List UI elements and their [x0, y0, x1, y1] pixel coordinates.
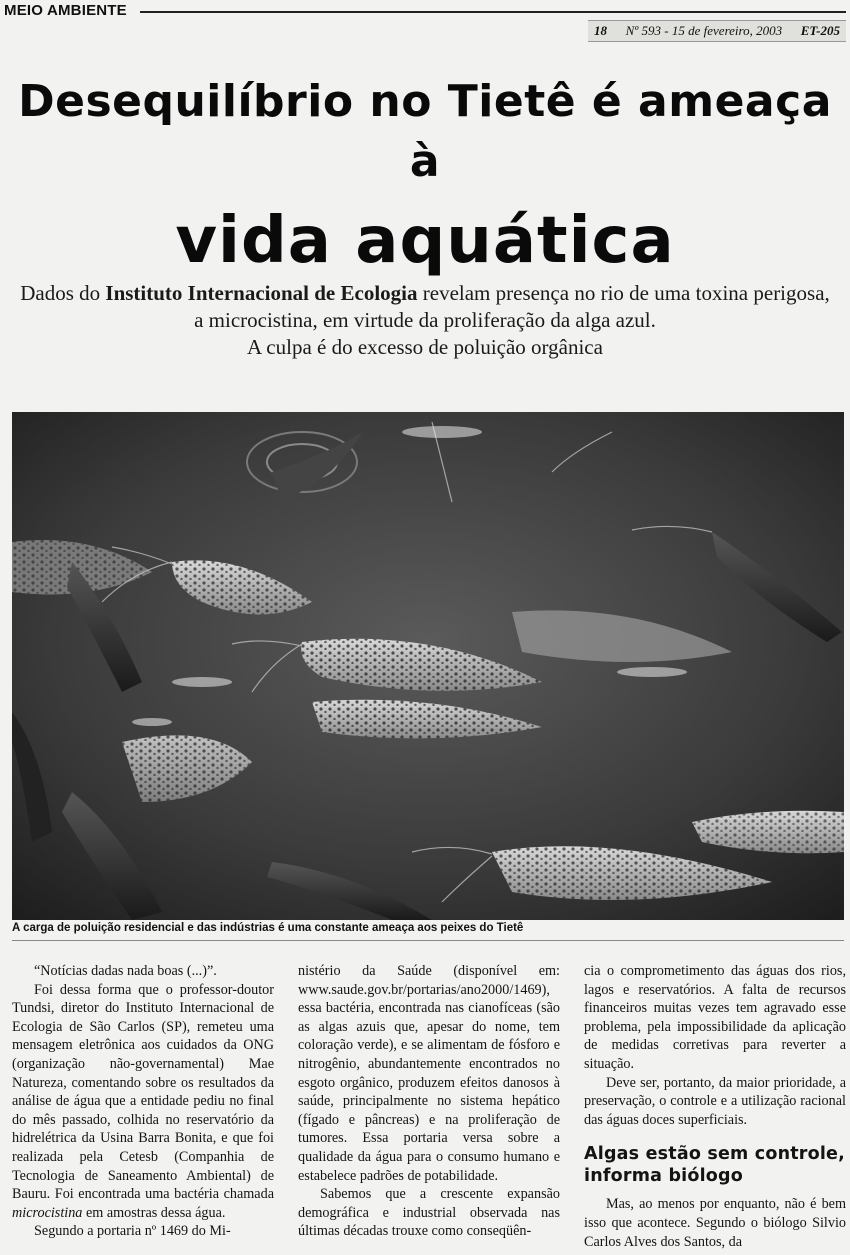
section-rule [140, 11, 846, 13]
column-2 [298, 962, 560, 1241]
edition-code: ET-205 [800, 23, 840, 38]
column-3 [584, 962, 846, 1251]
catfish-photo [12, 412, 844, 920]
col3-paragraph-2: Deve ser, portanto, da maior prioridade, a preservação, o controle e a utilização racional das águas doces superficiais. [584, 1074, 846, 1128]
issue-date: Nº 593 - 15 de fevereiro, 2003 [625, 23, 783, 38]
subheading: Algas estão sem controle, informa biólogo [584, 1144, 845, 1187]
col1-paragraph-3: Segundo a portaria nº 1469 do Mi- [34, 1223, 231, 1240]
caption-rule [12, 940, 844, 941]
col3-paragraph-1: cia o comprometimento das águas dos rios, lagos e reservatórios. A falta de recursos financeiros muitas vezes tem agravado esse problema, pela impossibilidade da aplicação de medidas corretivas para reverter a situação. [584, 963, 846, 1072]
col1-paragraph-2 [12, 981, 274, 1223]
photo-caption: A carga de poluição residencial e das indústrias é uma constante ameaça aos peixes do Tietê [12, 922, 524, 934]
deck-line-3: A culpa é do excesso de poluição orgânica [247, 335, 603, 359]
issue-bar [588, 20, 846, 42]
page-number: 18 [594, 23, 607, 38]
headline-line-1: Desequilíbrio no Tietê é ameaça à [18, 76, 832, 187]
col2-paragraph-1: nistério da Saúde (disponível em: www.saude.gov.br/portarias/ano2000/1469), essa bactéria, encontrada nas cianofíceas (são as algas azuis que, apesar do nome, tem coloração verde), e se alimentam de fósforo e nitrogênio, abundantemente encontrados no esgoto orgânico, produzem efeitos danosos à saúde, principalmente no sistema hepático (fígado e pâncreas) e na proliferação de tumores. Essa portaria versa sobre a qualidade da água para o consumo humano e estabelece padrões de potabilidade. [298, 963, 560, 1184]
col1-paragraph-1: “Notícias dadas nada boas (...)”. [34, 963, 217, 979]
deck [20, 280, 830, 361]
headline [0, 72, 850, 284]
column-1 [12, 962, 274, 1241]
deck-org: Instituto Internacional de Ecologia [105, 281, 418, 305]
deck-post: revelam presença no rio de uma toxina perigosa, a microcistina, em virtude da proliferação da alga azul. [194, 281, 830, 332]
col1-paragraph-2-emphasis: microcistina [12, 1204, 83, 1221]
col1-paragraph-2-text: Foi dessa forma que o professor-doutor Tundsi, diretor do Instituto Internacional de Ecologia de São Carlos (SP), remeteu uma mensagem eletrônica aos cuidados da ONG (organização não-governamental) Mae Natureza, comentando sobre os resultados da análise de água que a entidade pediu no final do mês passado, colhida no reservatório da hidrelétrica da Usina Barra Bonita, e que foi realizada pela Cetesb (Companhia de Tecnologia de Saneamento Ambiental) de Bauru. Foi encontrada uma bactéria chamada [12, 981, 274, 1203]
col1-paragraph-2-end: em amostras dessa água. [82, 1204, 226, 1221]
deck-pre: Dados do [20, 281, 106, 305]
headline-line-2: vida aquática [175, 204, 675, 278]
col3-paragraph-3: Mas, ao menos por enquanto, não é bem isso que acontece. Segundo o biólogo Silvio Carlos Alves dos Santos, da [584, 1196, 846, 1250]
section-label: MEIO AMBIENTE [4, 2, 127, 19]
col2-paragraph-2: Sabemos que a crescente expansão demográfica e industrial observada nas últimas décadas trouxe como conseqüên- [298, 1186, 560, 1240]
